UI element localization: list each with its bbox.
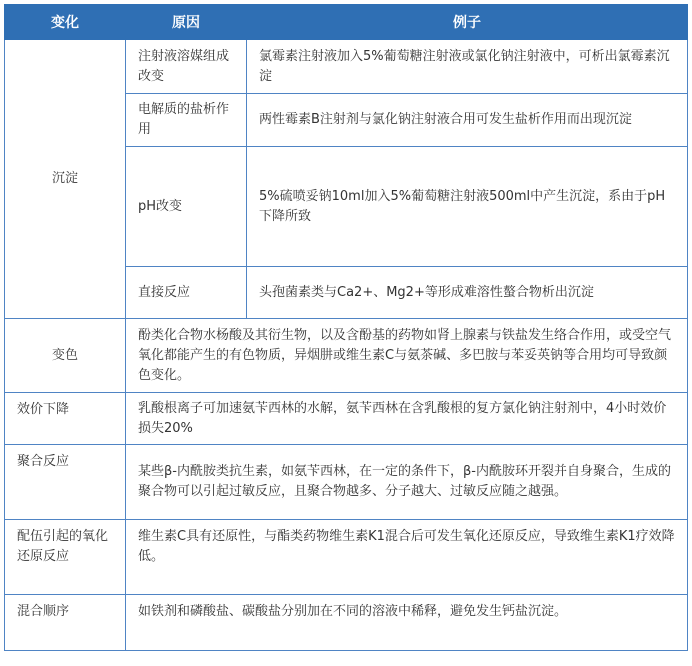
example-cell: 某些β-内酰胺类抗生素，如氨苄西林，在一定的条件下，β-内酰胺环开裂并自身聚合，生成的聚合物可以引起过敏反应，且聚合物越多、分子越大、过敏反应随之越强。 — [126, 445, 688, 520]
reason-cell: 注射液溶媒组成改变 — [126, 40, 247, 94]
change-cell-precipitation: 沉淀 — [5, 40, 126, 319]
table-row — [5, 445, 688, 520]
table-row — [5, 393, 688, 445]
change-cell: 变色 — [5, 319, 126, 393]
example-cell: 头孢菌素类与Ca2+、Mg2+等形成难溶性螯合物析出沉淀 — [247, 267, 688, 319]
example-cell: 如铁剂和磷酸盐、碳酸盐分别加在不同的溶液中稀释，避免发生钙盐沉淀。 — [126, 595, 688, 651]
reason-cell: pH改变 — [126, 147, 247, 267]
header-example: 例子 — [247, 5, 688, 40]
example-cell: 维生素C具有还原性，与酯类药物维生素K1混合后可发生氧化还原反应，导致维生素K1疗效降低。 — [126, 520, 688, 595]
table-row — [5, 319, 688, 393]
reason-cell: 电解质的盐析作用 — [126, 94, 247, 147]
example-cell: 氯霉素注射液加入5%葡萄糖注射液或氯化钠注射液中，可析出氯霉素沉淀 — [247, 40, 688, 94]
change-cell: 效价下降 — [5, 393, 126, 445]
table-row — [5, 595, 688, 651]
header-change: 变化 — [5, 5, 126, 40]
table-row — [5, 520, 688, 595]
change-cell: 配伍引起的氧化还原反应 — [5, 520, 126, 595]
incompatibility-table — [4, 4, 688, 651]
header-reason: 原因 — [126, 5, 247, 40]
table-row — [5, 40, 688, 94]
change-cell: 混合顺序 — [5, 595, 126, 651]
example-cell: 两性霉素B注射剂与氯化钠注射液合用可发生盐析作用而出现沉淀 — [247, 94, 688, 147]
reason-cell: 直接反应 — [126, 267, 247, 319]
change-cell: 聚合反应 — [5, 445, 126, 520]
example-cell: 乳酸根离子可加速氨苄西林的水解，氨苄西林在含乳酸根的复方氯化钠注射剂中，4小时效价损失20% — [126, 393, 688, 445]
example-cell: 5%硫喷妥钠10ml加入5%葡萄糖注射液500ml中产生沉淀，系由于pH下降所致 — [247, 147, 688, 267]
header-row — [5, 5, 688, 40]
example-cell: 酚类化合物水杨酸及其衍生物，以及含酚基的药物如肾上腺素与铁盐发生络合作用，或受空气氧化都能产生的有色物质，异烟肼或维生素C与氨茶碱、多巴胺与苯妥英钠等合用均可导致颜色变化。 — [126, 319, 688, 393]
